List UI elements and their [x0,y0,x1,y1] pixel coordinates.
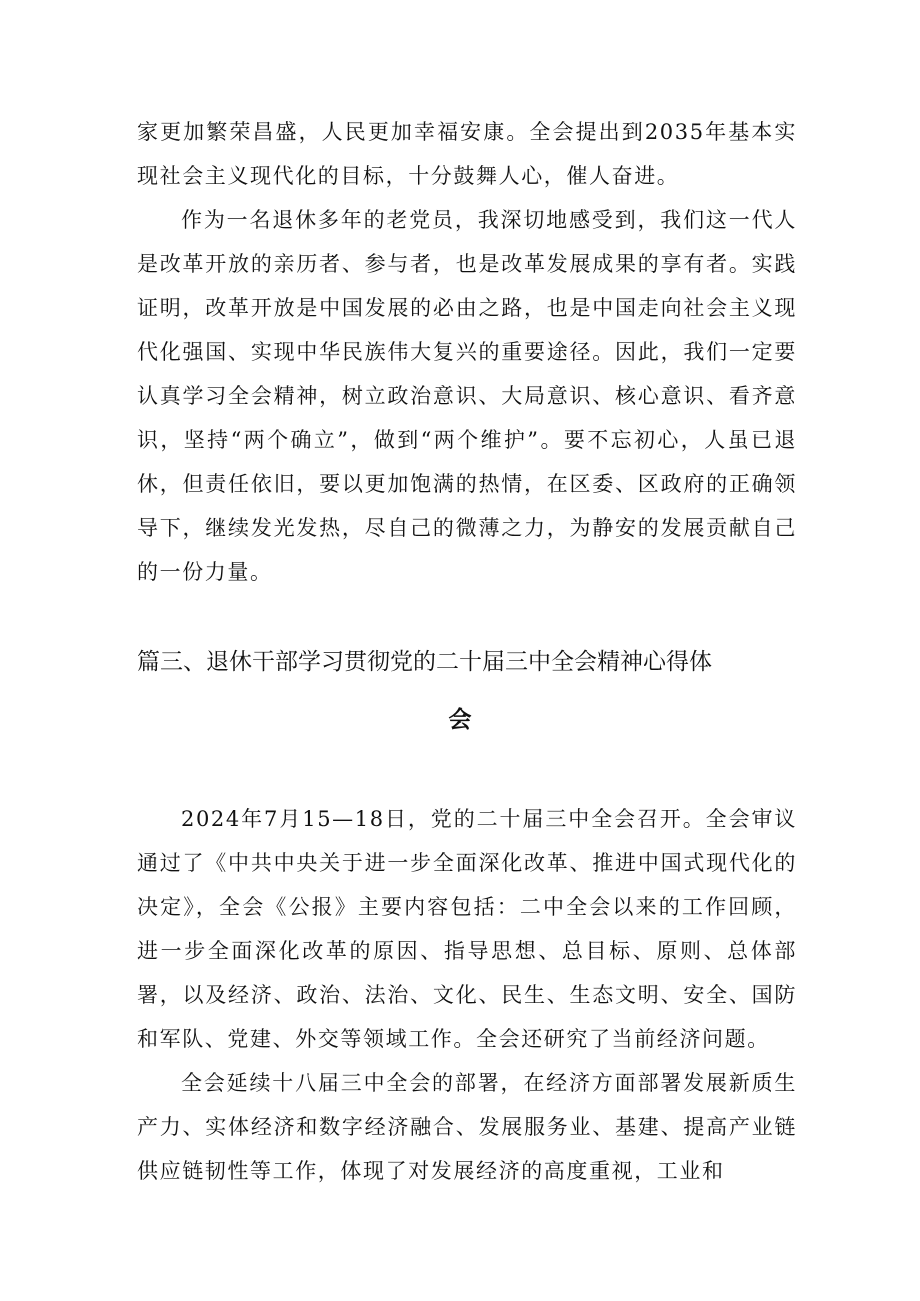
paragraph-retired-member: 作为一名退休多年的老党员，我深切地感受到，我们这一代人是改革开放的亲历者、参与者，也是改革发展成果的享有者。实践证明，改革开放是中国发展的必由之路，也是中国走向社会主义现代化强国、实现中华民族伟大复兴的重要途径。因此，我们一定要认真学习全会精神，树立政治意识、大局意识、核心意识、看齐意识，坚持“两个确立”，做到“两个维护”。要不忘初心，人虽已退休，但责任依旧，要以更加饱满的热情，在区委、区政府的正确领导下，继续发光发热，尽自己的微薄之力，为静安的发展贡献自己的一份力量。 [137,208,797,584]
section-title-continuation: 会 [448,707,472,733]
section-title: 篇三、退休干部学习贯彻党的二十届三中全会精神心得体 [137,649,712,675]
paragraph-economy: 全会延续十八届三中全会的部署，在经济方面部署发展新质生产力、实体经济和数字经济融合、发展服务业、基建、提高产业链供应链韧性等工作，体现了对发展经济的高度重视，工业和 [137,1071,797,1183]
paragraph-continuation: 家更加繁荣昌盛，人民更加幸福安康。全会提出到2035年基本实现社会主义现代化的目标，十分鼓舞人心，催人奋进。 [137,120,797,188]
paragraph-plenum-summary: 2024年7月15—18日，党的二十届三中全会召开。全会审议通过了《中共中央关于进一步全面深化改革、推进中国式现代化的决定》，全会《公报》主要内容包括：二中全会以来的工作回顾，进一步全面深化改革的原因、指导思想、总目标、原则、总体部署，以及经济、政治、法治、文化、民生、生态文明、安全、国防和军队、党建、外交等领域工作。全会还研究了当前经济问题。 [137,807,797,1051]
